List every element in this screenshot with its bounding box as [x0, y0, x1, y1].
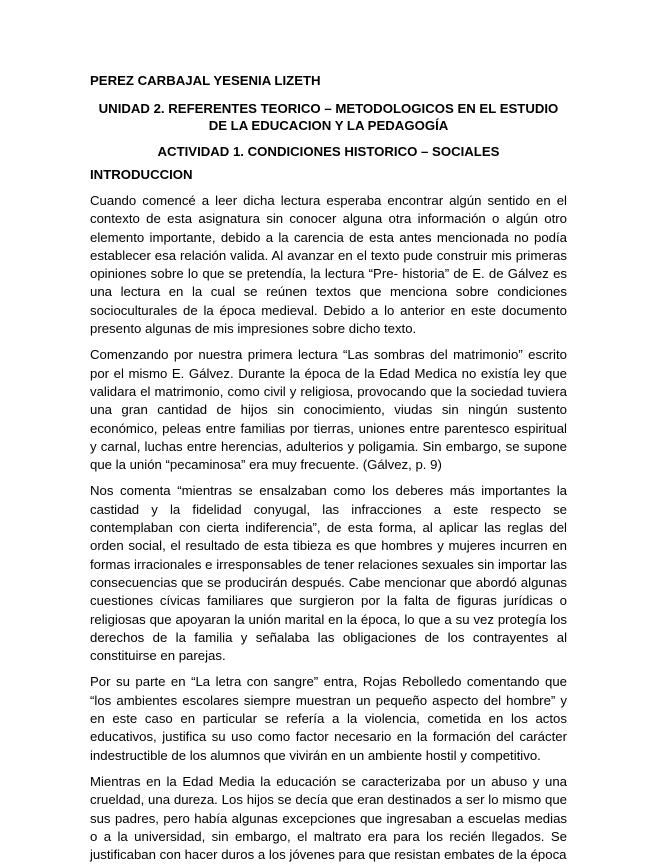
paragraph-1: Cuando comencé a leer dicha lectura esperaba encontrar algún sentido en el contexto de esta asignatura sin conocer alguna otra información o algún otro elemento importante, debido a la carencia de esta antes mencionada no podía establecer esa relación valida. Al avanzar en el texto pude construir mis primeras opiniones sobre lo que se pretendía, la lectura “Pre- historia” de E. de Gálvez es una lectura en la cual se reúnen textos que menciona sobre condiciones socioculturales de la época medieval. Debido a lo anterior en este documento presento algunas de mis impresiones sobre dicho texto. [90, 193, 567, 337]
section-heading: INTRODUCCION [90, 167, 193, 182]
paragraph-5: Mientras en la Edad Media la educación se caracterizaba por un abuso y una crueldad, una dureza. Los hijos se decía que eran destinados a ser lo mismo que sus padres, pero había algunas excepciones que ingresaban a escuelas medias o a la universidad, sin embargo, el maltrato era para los recién llegados. Se justificaban con hacer duros a los jóvenes para que resistan embates de la época [90, 773, 567, 863]
author-name: PEREZ CARBAJAL YESENIA LIZETH [90, 73, 321, 88]
paragraph-2: Comenzando por nuestra primera lectura “Las sombras del matrimonio” escrito por el mismo E. Gálvez. Durante la época de la Edad Medica no existía ley que validara el matrimonio, como civil y religiosa, provocando que la sociedad tuviera una gran cantidad de hijos sin conocimiento, viudas sin ningún sustento económico, peleas entre familias por tierras, uniones entre parentesco espiritual y carnal, luchas entre herencias, adulterios y poligamia. Sin embargo, se supone que la unión “pecaminosa” era muy frecuente. (Gálvez, p. 9) [90, 347, 567, 473]
unit-title: UNIDAD 2. REFERENTES TEORICO – METODOLOGICOS EN EL ESTUDIO DE LA EDUCACION Y LA PEDAGOGÍA [98, 101, 559, 133]
paragraph-3: Nos comenta “mientras se ensalzaban como los deberes más importantes la castidad y la fidelidad conyugal, las infracciones a este respecto se contemplaban con cierta indiferencia”, de esta forma, al aplicar las reglas del orden social, el resultado de esta tibieza es que hombres y mujeres incurren en formas irracionales e irresponsables de tener relaciones sexuales sin importar las consecuencias que se producirán después. Cabe mencionar que abordó algunas cuestiones cívicas familiares que surgieron por la falta de figuras jurídicas o religiosas que apoyaran la unión marital en la época, lo que a su vez protegía los derechos de la familia y señalaba las obligaciones de los contrayentes al constituirse en parejas. [90, 483, 567, 664]
activity-title: ACTIVIDAD 1. CONDICIONES HISTORICO – SOCIALES [157, 144, 500, 159]
paragraph-4: Por su parte en “La letra con sangre” entra, Rojas Rebolledo comentando que “los ambientes escolares siempre muestran un pequeño aspecto del hombre” y en este caso en particular se refería a la violencia, cometida en los actos educativos, justifica su uso como factor necesario en la formación del carácter indestructible de los alumnos que vivirán en un ambiente hostil y competitivo. [90, 674, 567, 763]
